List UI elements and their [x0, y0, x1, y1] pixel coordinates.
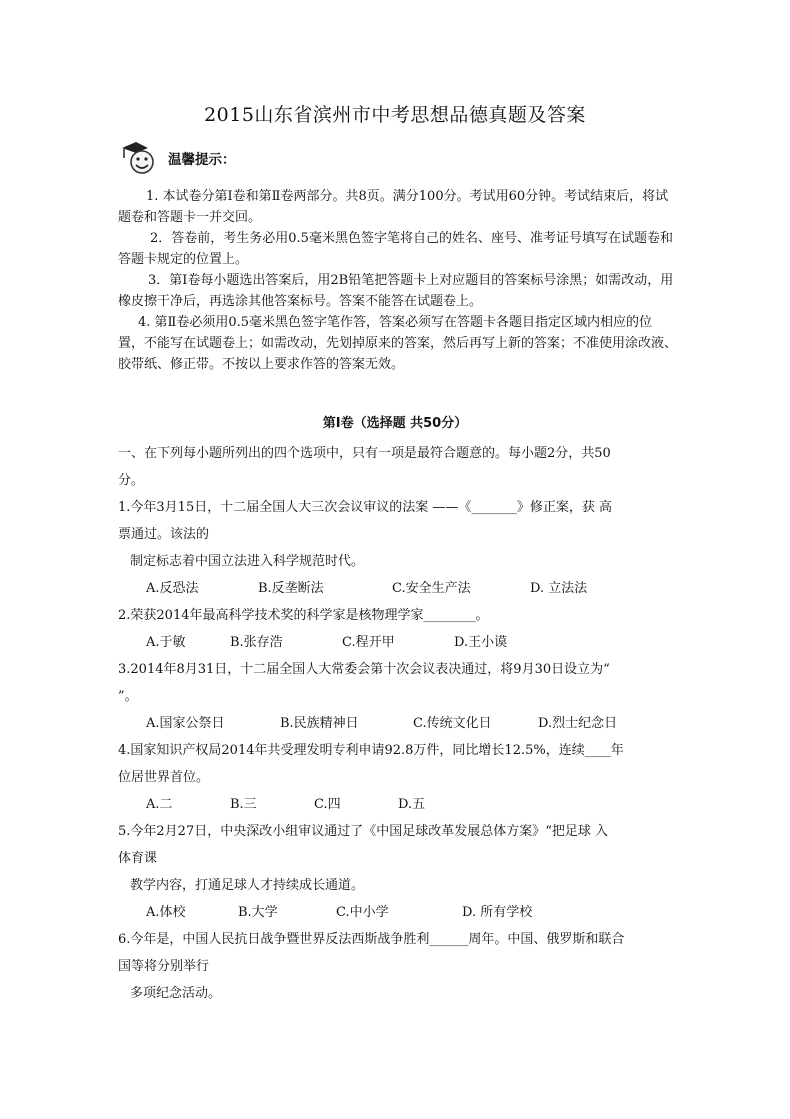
option-c: C.安全生产法	[392, 581, 471, 596]
question-list	[118, 440, 678, 1007]
option-a: A.反恐法	[146, 581, 199, 596]
option-a: A.国家公祭日	[146, 716, 225, 731]
note-2: 2．答卷前，考生务必用0.5毫米黑色签字笔将自己的姓名、座号、准考证号填写在试题卷和答题卡规定的位置上。	[118, 231, 673, 267]
smiley-graduation-cap-icon	[118, 140, 162, 176]
tip-label: 温馨提示：	[168, 152, 236, 168]
option-d: D.王小谟	[454, 635, 508, 650]
question-6-line: 国等将分别举行	[118, 959, 210, 974]
option-d: D.五	[398, 797, 426, 812]
option-b: B.民族精神日	[280, 716, 359, 731]
option-a: A.于敏	[146, 635, 186, 650]
question-5-continuation: 教学内容，打通足球人才持续成长通道。	[130, 878, 365, 893]
section-title: 第Ⅰ卷（选择题 共50分）	[322, 416, 468, 431]
option-b: B.张存浩	[230, 635, 283, 650]
question-1-line: 1.今年3月15日，十二届全国人大三次会议审议的法案 ——《_______》修正案，获 高	[118, 500, 612, 515]
option-d: D. 所有学校	[462, 905, 533, 920]
question-3-line: 3.2014年8月31日，十二届全国人大常委会第十次会议表决通过，将9月30日设立为“	[118, 662, 610, 677]
question-5-options	[118, 899, 678, 926]
question-3-line: ”。	[118, 689, 138, 704]
option-b: B.大学	[238, 905, 278, 920]
note-4: 4. 第Ⅱ卷必须用0.5毫米黑色签字笔作答，答案必须写在答题卡各题目指定区域内相应的位置，不能写在试题卷上；如需改动，先划掉原来的答案，然后再写上新的答案；不准使用涂改液、胶带纸、修正带。不按以上要求作答的答案无效。	[118, 315, 678, 372]
option-d: D. 立法法	[530, 581, 588, 596]
question-1-options	[118, 575, 678, 602]
instruction-line: 一、在下列每小题所列出的四个选项中，只有一项是最符合题意的。每小题2分，共50	[118, 446, 611, 461]
question-4-options	[118, 791, 678, 818]
question-2-options	[118, 629, 678, 656]
option-c: C.中小学	[336, 905, 389, 920]
question-5-line: 体育课	[118, 851, 158, 866]
question-1-continuation: 制定标志着中国立法进入科学规范时代。	[130, 554, 365, 569]
option-c: C.四	[314, 797, 341, 812]
option-a: A.二	[146, 797, 173, 812]
option-b: B.三	[230, 797, 257, 812]
page-title: 2015山东省滨州市中考思想品德真题及答案	[204, 104, 586, 126]
note-1: 1. 本试卷分第Ⅰ卷和第Ⅱ卷两部分。共8页。满分100分。考试用60分钟。考试结束后，将试题卷和答题卡一并交回。	[118, 189, 669, 225]
option-a: A.体校	[146, 905, 186, 920]
question-4-line: 4.国家知识产权局2014年共受理发明专利申请92.8万件，同比增长12.5%，连续____年	[118, 743, 624, 758]
note-3: 3．第Ⅰ卷每小题选出答案后，用2B铅笔把答题卡上对应题目的答案标号涂黑；如需改动，用橡皮擦干净后，再选涂其他答案标号。答案不能答在试题卷上。	[118, 273, 674, 309]
option-c: C.传统文化日	[413, 716, 492, 731]
option-c: C.程开甲	[342, 635, 395, 650]
question-2-line: 2.荣获2014年最高科学技术奖的科学家是核物理学家________。	[118, 608, 489, 623]
question-3-options	[118, 710, 678, 737]
instruction-line: 分。	[118, 473, 145, 488]
option-b: B.反垄断法	[258, 581, 324, 596]
question-5-line: 5.今年2月27日，中央深改小组审议通过了《中国足球改革发展总体方案》“把足球 入	[118, 824, 608, 839]
question-6-continuation: 多项纪念活动。	[130, 986, 222, 1001]
question-4-line: 位居世界首位。	[118, 770, 210, 785]
tip-header	[118, 140, 236, 176]
question-6-line: 6.今年是，中国人民抗日战争暨世界反法西斯战争胜利______周年。中国、俄罗斯和联合	[118, 932, 625, 947]
option-d: D.烈士纪念日	[538, 716, 618, 731]
instructions-notes	[118, 186, 678, 375]
question-1-line: 票通过。该法的	[118, 527, 210, 542]
